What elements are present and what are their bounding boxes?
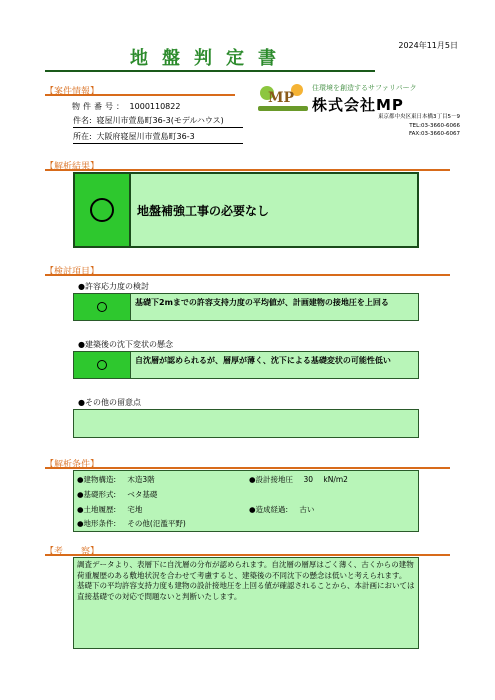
- project-name: [73, 114, 243, 128]
- consideration-section-rule: [45, 554, 450, 556]
- project-section-rule: [45, 94, 235, 96]
- result-section-header: 【解析結果】: [45, 162, 100, 172]
- result-box: [73, 172, 419, 248]
- review-item-text: [74, 410, 418, 437]
- conditions-box: [73, 470, 419, 532]
- project-name-value: 寝屋川市萱島町36-3(モデルハウス): [96, 116, 224, 125]
- review-item-box: [73, 293, 419, 321]
- project-name-label: 件名:: [73, 116, 92, 125]
- condition-structure: ●建物構造: 木造3階: [77, 475, 155, 484]
- title-underline: [45, 70, 375, 72]
- review-item-box-empty: [73, 409, 419, 438]
- condition-fill-history: ●造成経過: 古い: [249, 505, 315, 514]
- company-address: 東京都中央区東日本橋3丁目5－9: [378, 114, 460, 120]
- project-address: [73, 130, 243, 144]
- project-number-value: 1000110822: [129, 102, 181, 111]
- review-item-bullet: ●その他の留意点: [78, 398, 141, 407]
- result-section-rule: [45, 169, 450, 171]
- consideration-section-header: 【考 察】: [45, 547, 100, 557]
- review-item-bullet: ●建築後の沈下変状の懸念: [78, 340, 173, 349]
- issue-date: 2024年11月5日: [398, 41, 458, 50]
- pass-circle-icon: [97, 302, 107, 312]
- pass-circle-icon: [97, 360, 107, 370]
- consideration-paragraph-2: 基礎下の平均許容支持力度も建物の設計接地圧を上回る値が確認されることから、本計画においては直接基礎での対応で問題ないと判断いたします。: [77, 581, 415, 601]
- result-mark-cell: [75, 174, 131, 246]
- conditions-section-header: 【解析条件】: [45, 460, 100, 470]
- condition-land-history: ●土地履歴: 宅地: [77, 505, 143, 514]
- company-tagline: 住環境を創造するサファリパーク: [312, 84, 417, 92]
- condition-design-pressure: ●設計接地圧 30 kN/m2: [249, 475, 348, 484]
- review-section-header: 【検討項目】: [45, 267, 100, 277]
- pass-circle-icon: [90, 198, 114, 222]
- condition-foundation: ●基礎形式: ベタ基礎: [77, 490, 158, 499]
- project-number: [72, 101, 180, 112]
- project-address-value: 大阪府寝屋川市萱島町36-3: [96, 132, 195, 141]
- condition-terrain: ●地形条件: その他(氾濫平野): [77, 519, 186, 528]
- review-item-text: 自沈層が認められるが、層厚が薄く、沈下による基礎変状の可能性低い: [135, 356, 391, 365]
- review-mark-cell: [74, 352, 131, 378]
- review-item-text: 基礎下2mまでの許容支持力度の平均値が、計画建物の接地圧を上回る: [135, 298, 389, 307]
- review-mark-cell: [74, 294, 131, 320]
- company-tel: TEL:03-3660-6066: [409, 123, 460, 129]
- consideration-paragraph-1: 調査データより、表層下に自沈層の分布が認められます。自沈層の層厚はごく薄く、古くからの建物荷重履歴のある敷地状況を合わせて考慮すると、建築後の不同沈下の懸念は低いと考えられます。: [77, 560, 414, 580]
- consideration-box: [73, 557, 419, 649]
- result-text: 地盤補強工事の必要なし: [137, 203, 270, 218]
- project-number-label: 物件番号：: [72, 102, 127, 111]
- project-address-label: 所在:: [73, 132, 92, 141]
- conditions-section-rule: [45, 467, 450, 469]
- review-section-rule: [45, 274, 450, 276]
- review-item-bullet: ●許容応力度の検討: [78, 282, 149, 291]
- document-title: 地盤判定書: [130, 48, 290, 69]
- project-section-header: 【案件情報】: [45, 87, 100, 97]
- company-logo-icon: MP: [258, 82, 308, 112]
- company-name: 株式会社MP: [312, 96, 404, 114]
- review-item-box: [73, 351, 419, 379]
- company-fax: FAX:03-3660-6067: [408, 131, 460, 137]
